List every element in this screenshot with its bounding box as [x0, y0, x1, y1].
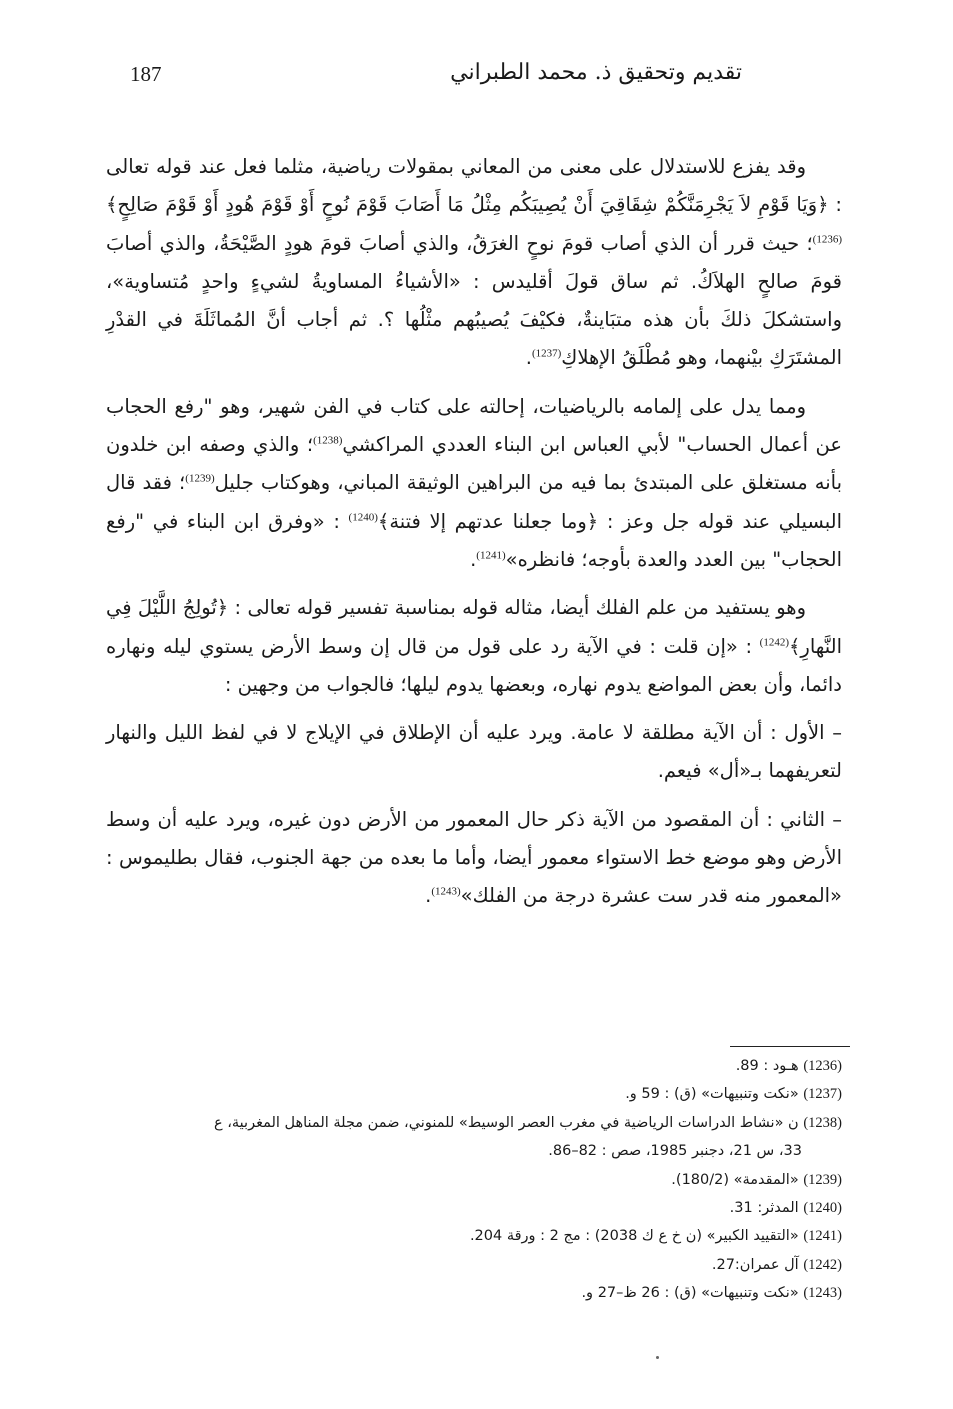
footnote-ref[interactable]: (1237): [531, 347, 562, 360]
footnote-ref[interactable]: (1241): [476, 549, 506, 562]
footnote-number: (1237): [803, 1086, 842, 1103]
footnote: [106, 1109, 842, 1166]
footnote-number: (1242): [803, 1256, 842, 1273]
text-segment: .: [470, 547, 477, 571]
text-segment: ؛ والذي وصفه ابن خلدون بأنه مستغلق على المبتدئ بما فيه من البراهين الوثيقة المباني، وهوكتاب جليل: [106, 433, 843, 495]
text-segment: ؛ فقد قال البسيلي عند قوله جل وعز : ﴿وما جعلنا عدتهم إلا فتنة﴾: [106, 471, 842, 533]
text-segment: – الثاني : أن المقصود من الآية ذكر حال المعمور من الأرض دون غيره، ويرد عليه أن وسط الأرض وهو موضع خط الاستواء معمور أيضا، وأما ما بعده من جهة الجنوب، فقال بطليموس : «المعمور منه قدر ست عشرة درجة من الفلك»: [106, 807, 842, 908]
footnote: [106, 1251, 842, 1279]
footnote-number: (1236): [803, 1058, 842, 1074]
running-title: تقديم وتحقيق ذ. محمد الطبراني: [450, 60, 742, 85]
page-number: 187: [130, 62, 162, 86]
page-header: [130, 58, 842, 98]
footnote-text: «التقييد الكبير» (ن خ ع ك 2038) : مج 2 : ورقة 204.: [469, 1228, 799, 1245]
footnote-text: آل عمران:27.: [711, 1256, 799, 1273]
footnote: [106, 1052, 842, 1080]
footnote: [106, 1279, 842, 1307]
footnote-text: «المقدمة» (180/2).: [671, 1171, 799, 1188]
paragraph: [106, 388, 842, 579]
footnote-number: (1239): [803, 1171, 842, 1188]
text-segment: ؛ حيث قرر أن الذي أصاب قومَ نوحٍ الغرَقُ، والذي أصابَ قومَ هودٍ الصَّيْحَةُ، والذي أصابَ قومَ صالحٍ الهلاَكُ. ثم ساق قولَ أقليدس : «الأشياءُ المساويةُ لشيءٍ واحدٍ مُتساوية»، واستشكلَ ذلكَ بأن هذه متبَاينةٌ، فكيْفَ يُصيبُهم مثْلُها ؟. ثم أجاب أنَّ المُماثَلَةَ في القدْرِ المشتَرَكِ بيْنهما، وهو مُطْلَقُ الإهلاكِ: [106, 231, 842, 370]
footnote-ref[interactable]: (1238): [313, 434, 343, 447]
footnote-ref[interactable]: (1239): [185, 472, 215, 485]
text-segment: وقد يفزع للاستدلال على معنى من المعاني بمقولات رياضية، مثلما فعل عند قوله تعالى : ﴿وَيَا قَوْمِ لاَ يَجْرِمَنَّكُمْ شِقَاقِيَ أَنْ يُصِيبَكُم مِثْلُ مَا أَصَابَ قَوْمَ نُوحٍ أَوْ قَوْمَ هُودٍ أَوْ قَوْمَ صَالِحٍ﴾: [106, 155, 842, 217]
footnote: [106, 1080, 842, 1108]
paragraph: [106, 714, 842, 791]
footnote-separator: [730, 1046, 850, 1047]
scan-speck: [656, 1356, 659, 1359]
footnote-number: (1238): [803, 1114, 842, 1131]
footnote-ref[interactable]: (1242): [759, 636, 789, 649]
footnote-number: (1243): [803, 1285, 842, 1302]
paragraph: [106, 148, 842, 378]
footnote-number: (1240): [803, 1200, 842, 1217]
footnote-text: هـود : 89.: [735, 1058, 799, 1074]
footnote-text: «نكت وتنبيهات» (ق) : 59 و.: [625, 1086, 799, 1103]
main-text: [106, 148, 842, 926]
footnote-text: ن «نشاط الدراسات الرياضية في مغرب العصر الوسيط» للمنوني، ضمن مجلة المناهل المغربية، ع: [213, 1114, 799, 1131]
paragraph: [106, 801, 842, 916]
footnote-ref[interactable]: (1236): [812, 233, 842, 246]
footnote: [106, 1194, 842, 1222]
footnote-text: «نكت وتنبيهات» (ق) : 26 ظ–27 و.: [581, 1285, 799, 1302]
footnote: [106, 1222, 842, 1250]
footnotes: [106, 1052, 842, 1308]
footnote: [106, 1166, 842, 1194]
text-segment: .: [425, 884, 432, 908]
text-segment: .: [525, 346, 532, 370]
text-segment: وهو يستفيد من علم الفلك أيضا، مثاله قوله بمناسبة تفسير قوله تعالى : ﴿تُولِجُ اللَّيْلَ فِي النَّهارِ﴾: [106, 596, 842, 658]
paragraph: [106, 589, 842, 704]
text-segment: ومما يدل على إلمامه بالرياضيات، إحالته على كتاب في الفن شهير، وهو "رفع الحجاب عن أعمال الحساب" لأبي العباس ابن البناء العددي المراكشي: [106, 394, 842, 457]
footnote-ref[interactable]: (1243): [431, 885, 461, 898]
text-segment: : «إن قلت : في الآية رد على قول من قال إن وسط الأرض يستوي ليله ونهاره دائما، وأن بعض المواضع يدوم نهاره، وبعضها يدوم ليلها؛ فالجواب من وجهين :: [106, 634, 842, 696]
text-segment: – الأول : أن الآية مطلقة لا عامة. ويرد عليه أن الإطلاق في الإيلاج لا في لفظ الليل والنهار لتعريفهما بـ«أل» فيعم.: [106, 721, 842, 783]
footnote-text: المدثر: 31.: [729, 1200, 799, 1217]
footnote-ref[interactable]: (1240): [348, 511, 378, 524]
footnote-continuation: 33، س 21، دجنبر 1985، صص : 82–86.: [548, 1143, 802, 1160]
footnote-number: (1241): [803, 1228, 842, 1245]
text-segment: : «وفرق ابن البناء في "رفع الحجاب" بين العدد والعدة بأوجه؛ فانظره»: [106, 509, 842, 571]
